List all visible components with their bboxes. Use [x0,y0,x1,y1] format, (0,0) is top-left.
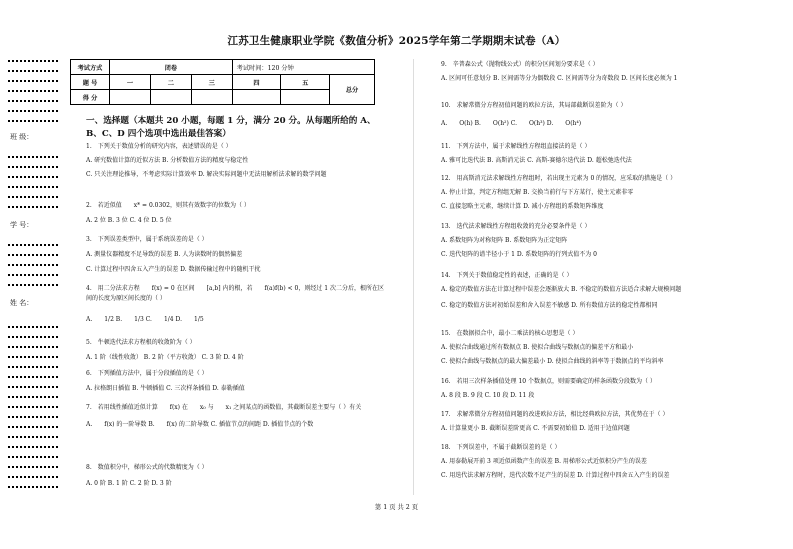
question [86,403,386,430]
question-option: A. 计算量更小 B. 截断误差阶更高 C. 不需要初始值 D. 适用于边值问题 [441,425,630,432]
binding-dots [8,406,58,410]
binding-dots [8,284,58,288]
question [441,377,741,401]
question-stem: 12. 用高斯消元法求解线性方程组时，若出现主元素为 0 的情况，应采取的措施是（ ） [441,175,677,182]
binding-dots [8,456,58,460]
question [86,284,386,325]
binding-dots [8,274,58,278]
binding-dots [8,396,58,400]
question-option: A. 停止计算，判定方程组无解 B. 交换当前行与下方某行，使主元素非零 [441,189,634,196]
question-stem: 9. 辛普森公式（抛物线公式）的积分区间划分要求是（ ） [441,61,599,68]
score-label: 得 分 [71,90,110,105]
score-cell[interactable] [110,90,151,105]
binding-dots [8,60,58,64]
question [441,443,741,481]
question-option: A. 用泰勒展开前 3 项近似函数产生的误差 B. 用梯形公式近似积分产生的误差 [441,458,647,465]
binding-dots [8,476,58,480]
question [86,142,386,180]
question-option: A. 1 阶（线性收敛） B. 2 阶（平方收敛） C. 3 阶 D. 4 阶 [86,354,244,361]
question-option: A. f(x) 的一阶导数 B. f(x) 的二阶导数 C. 插值节点的间距 D. 插值节点的个数 [86,421,314,428]
question-stem: 15. 在数据拟合中，最小二乘法的核心思想是（ ） [441,330,579,337]
class-label: 班 级： [10,133,34,141]
name-label: 姓 名： [10,299,34,307]
question-stem: 3. 下列误差类型中，属于系统误差的是（ ） [86,236,208,243]
question [441,101,741,129]
column-header: 四 [232,75,281,90]
page-footer: 第 1 页 共 2 页 [374,504,419,511]
question-option: A. 研究数值计算的近似方法 B. 分析数值方法的精度与稳定性 [86,157,249,164]
binding-dots [8,90,58,94]
column-header: 二 [150,75,191,90]
question-stem: 17. 求解常微分方程初值问题的改进欧拉方法，相比经典欧拉方法，其优势在于（ ） [441,411,669,418]
column-header: 三 [191,75,232,90]
column-header: 一 [110,75,151,90]
binding-dots [8,244,58,248]
binding-dots [8,264,58,268]
question [441,174,741,212]
binding-dots [8,376,58,380]
exam-time: 考试时间：120 分钟 [232,60,374,75]
question-stem: 8. 数值积分中，梯形公式的代数精度为（ ） [86,464,208,471]
question-stem: 1. 下列关于数值分析的研究内容，表述错误的是（ ） [86,143,232,150]
binding-dots [8,196,58,200]
question-option: C. 用迭代法求解方程时，迭代次数不足产生的误差 D. 计算过程中四舍五入产生的误差 [441,472,670,479]
binding-dots [8,206,58,210]
score-cell[interactable] [150,90,191,105]
question-option: A. 雅可比迭代法 B. 高斯消元法 C. 高斯-赛德尔迭代法 D. 超松弛迭代法 [441,157,632,164]
question-option: A. 8 段 B. 9 段 C. 10 段 D. 11 段 [441,392,535,399]
binding-dots [8,110,58,114]
question-option: A. 测量仪器精度不足导致的误差 B. 人为读数时的偶然偏差 [86,251,243,258]
binding-dots [8,80,58,84]
question-option: C. 计算过程中四舍五入产生的误差 D. 数据传输过程中的随机干扰 [86,266,261,273]
binding-dots [8,166,58,170]
binding-dots [8,156,58,160]
question-option: A. O(h) B. O(h²) C. O(h³) D. O(h⁴) [441,120,582,127]
binding-dots [8,426,58,430]
question [86,369,386,394]
binding-dots [8,336,58,340]
question-option: A. 系数矩阵为对称矩阵 B. 系数矩阵为正定矩阵 [441,237,568,244]
question [441,142,741,166]
question-option: A. 拉格朗日插值 B. 牛顿插值 C. 三次样条插值 D. 泰勒插值 [86,385,245,392]
question [441,329,741,367]
id-label: 学 号： [10,221,34,229]
binding-dots [8,254,58,258]
binding-dots [8,326,58,330]
question-stem: 4. 用二分法求方程 f(x) = 0 在区间 [a,b] 内的根，若 f(a)f(b) < 0，则经过 1 次二分后，根所在区间的长度为原区间长度的（ ） [86,285,385,302]
total-label: 总分 [330,75,375,105]
binding-dots [8,436,58,440]
question-stem: 6. 下列插值方法中，属于分段插值的是（ ） [86,370,208,377]
binding-dots [8,416,58,420]
question-stem: 7. 若用线性插值近似计算 f(x) 在 x₀ 与 x₁ 之间某点的函数值，其截断误差主要与（ ）有关 [86,404,362,411]
page-title: 江苏卫生健康职业学院《数值分析》2025学年第二学期期末试卷（A） [227,35,566,47]
question-option: A. 稳定的数值方法在计算过程中误差会逐渐放大 B. 不稳定的数值方法适合求解大规模问题 [441,286,682,293]
score-cell[interactable] [281,90,330,105]
column-header: 五 [281,75,330,90]
question-stem: 14. 下列关于数值稳定性的表述，正确的是（ ） [441,272,573,279]
question-option: A. 0 阶 B. 1 阶 C. 2 阶 D. 3 阶 [86,480,172,487]
question-stem: 10. 求解常微分方程初值问题的欧拉方法，其局部截断误差阶为（ ） [441,102,627,109]
binding-dots [8,70,58,74]
column-divider [413,59,414,495]
question [86,338,386,363]
binding-dots [8,176,58,180]
binding-dots [8,386,58,390]
binding-dots [8,486,58,490]
question-stem: 5. 牛顿迭代法求方程根的收敛阶为（ ） [86,339,196,346]
question-option: C. 直接忽略主元素，继续计算 D. 减小方程组的系数矩阵维度 [441,203,604,210]
question-option: A. 使拟合曲线通过所有数据点 B. 使拟合曲线与数据点的偏差平方和最小 [441,344,634,351]
binding-dots [8,120,58,124]
question-option: C. 稳定的数值方法对初始误差和舍入误差不敏感 D. 所有数值方法的稳定性都相同 [441,302,658,309]
question-option: A. 1/2 B. 1/3 C. 1/4 D. 1/5 [86,316,204,323]
question-stem: 2. 若近似值 x* = 0.0302，则其有效数字的位数为（ ） [86,202,250,209]
binding-dots [8,356,58,360]
question [441,271,741,311]
binding-dots [8,186,58,190]
question-stem: 11. 下列方法中，属于求解线性方程组直接法的是（ ） [441,143,591,150]
question-option: C. 迭代矩阵的谱半径小于 1 D. 系数矩阵的行列式值不为 0 [441,251,597,258]
question [441,60,741,84]
score-cell[interactable] [191,90,232,105]
score-table [70,59,375,105]
question-option: A. 2 位 B. 3 位 C. 4 位 D. 5 位 [86,217,172,224]
question-no-label: 题 号 [71,75,110,90]
section-title: 一、选择题（本题共 20 小题，每题 1 分，满分 20 分。从每题所给的 A、B、C、D 四个选项中选出最佳答案） [86,116,376,139]
exam-mode-value: 闭卷 [110,60,233,75]
score-cell[interactable] [232,90,281,105]
binding-dots [8,446,58,450]
question [86,463,386,489]
question-option: C. 只关注理论推导，不考虑实际计算效率 D. 解决实际问题中无法用解析法求解的数学问题 [86,171,327,178]
binding-dots [8,366,58,370]
question [441,410,741,434]
question-stem: 13. 迭代法求解线性方程组收敛的充分必要条件是（ ） [441,223,591,230]
question-stem: 16. 若用三次样条插值处理 10 个数据点，则需要确定的样条函数分段数为（ ） [441,378,656,385]
question [441,222,741,260]
binding-dots [8,100,58,104]
exam-mode-label: 考试方式 [71,60,110,75]
question-option: A. 区间可任意划分 B. 区间需等分为偶数段 C. 区间需等分为奇数段 D. 区间长度必须为 1 [441,75,678,82]
binding-dots [8,346,58,350]
question-stem: 18. 下列误差中，不属于截断误差的是（ ） [441,444,561,451]
question [86,201,386,226]
question [86,235,386,275]
question-option: C. 使拟合曲线与数据点的最大偏差最小 D. 使拟合曲线的斜率等于数据点的平均斜率 [441,358,664,365]
binding-dots [8,466,58,470]
